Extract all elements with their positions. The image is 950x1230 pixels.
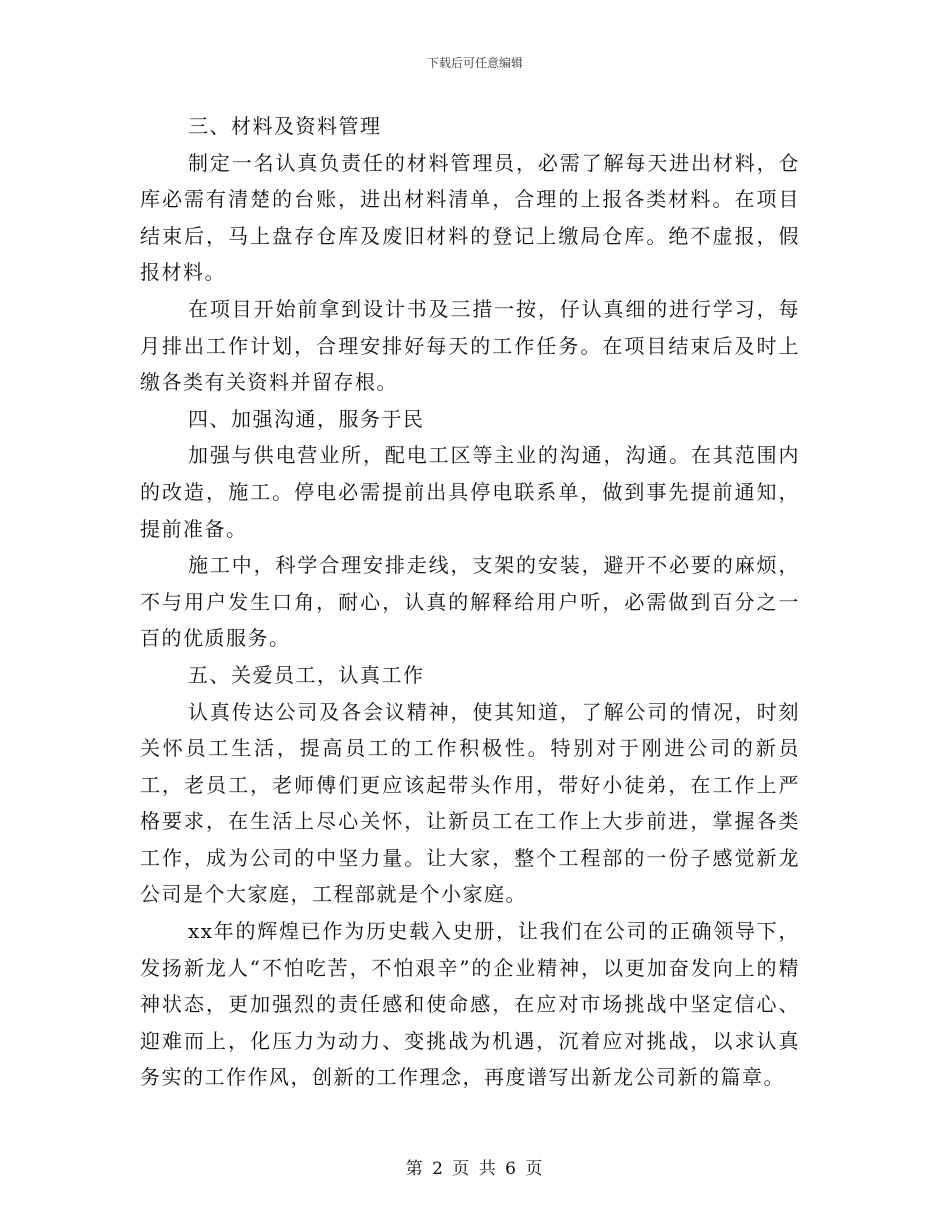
paragraph: 认真传达公司及各会议精神，使其知道，了解公司的情况，时刻关怀员工生活，提高员工的工作积极性。特别对于刚进公司的新员工，老员工，老师傅们更应该起带头作用，带好小徒弟，在工作上严格要求，在生活上尽心关怀，让新员工在工作上大步前进，掌握各类工作，成为公司的中坚力量。让大家，整个工程部的一份子感觉新龙公司是个大家庭，工程部就是个小家庭。 <box>140 699 800 907</box>
paragraph: 制定一名认真负责任的材料管理员，必需了解每天进出材料，仓库必需有清楚的台账，进出材料清单，合理的上报各类材料。在项目结束后，马上盘存仓库及废旧材料的登记上缴局仓库。绝不虚报，假报材料。 <box>140 150 800 285</box>
section-heading-materials: 三、材料及资料管理 <box>188 114 382 138</box>
page-number: 第 2 页 共 6 页 <box>405 1159 545 1179</box>
paragraph: 在项目开始前拿到设计书及三措一按，仔认真细的进行学习，每月排出工作计划，合理安排好每天的工作任务。在项目结束后及时上缴各类有关资料并留存根。 <box>140 296 800 395</box>
paragraph: 加强与供电营业所，配电工区等主业的沟通，沟通。在其范围内的改造，施工。停电必需提前出具停电联系单，做到事先提前通知，提前准备。 <box>140 443 800 541</box>
paragraph: xx年的辉煌已作为历史载入史册，让我们在公司的正确领导下，发扬新龙人“不怕吃苦，不怕艰辛”的企业精神，以更加奋发向上的精神状态，更加强烈的责任感和使命感，在应对市场挑战中坚定信心、迎难而上，化压力为动力、变挑战为机遇，沉着应对挑战，以求认真务实的工作作风，创新的工作理念，再度谱写出新龙公司新的篇章。 <box>140 919 800 1090</box>
section-heading-employees: 五、关爱员工，认真工作 <box>188 662 425 687</box>
section-heading-communication: 四、加强沟通，服务于民 <box>188 406 425 431</box>
header-note: 下载后可任意编辑 <box>426 56 523 70</box>
paragraph: 施工中，科学合理安排走线，支架的安装，避开不必要的麻烦，不与用户发生口角，耐心，认真的解释给用户听，必需做到百分之一百的优质服务。 <box>140 553 800 651</box>
document-body <box>140 108 800 1096</box>
